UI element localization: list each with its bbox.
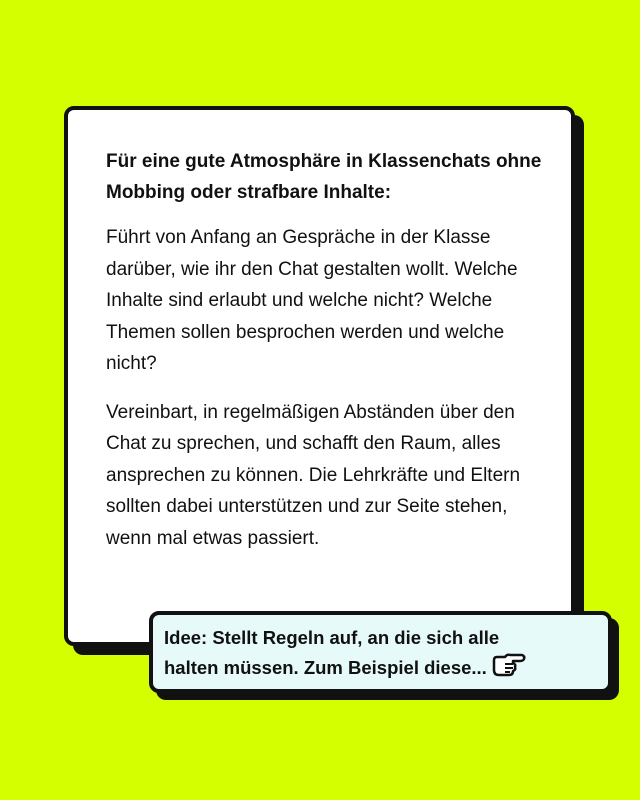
paragraph-2: Vereinbart, in regelmäßigen Abständen über den Chat zu sprechen, und schafft den Raum, alles ansprechen zu können. Die Lehrkräfte und Eltern sollten dabei unterstützen und zur Seite stehen, wenn mal etwas passiert. xyxy=(106,401,521,549)
idea-callout xyxy=(149,611,612,693)
callout-line-1: Idee: Stellt Regeln auf, an die sich alle xyxy=(164,627,500,648)
pointing-hand-right-icon xyxy=(491,652,527,686)
callout-line-2: halten müssen. Zum Beispiel diese... xyxy=(164,656,487,678)
callout-text xyxy=(164,623,604,686)
card-heading: Für eine gute Atmosphäre in Klassenchats ohne Mobbing oder strafbare Inhalte: xyxy=(106,151,542,203)
info-card xyxy=(64,106,575,646)
card-content xyxy=(106,146,556,571)
paragraph-1: Führt von Anfang an Gespräche in der Klasse darüber, wie ihr den Chat gestalten wollt. Welche Inhalte sind erlaubt und welche nicht? Welche Themen sollen besprochen werden und welche nicht? xyxy=(106,227,518,374)
